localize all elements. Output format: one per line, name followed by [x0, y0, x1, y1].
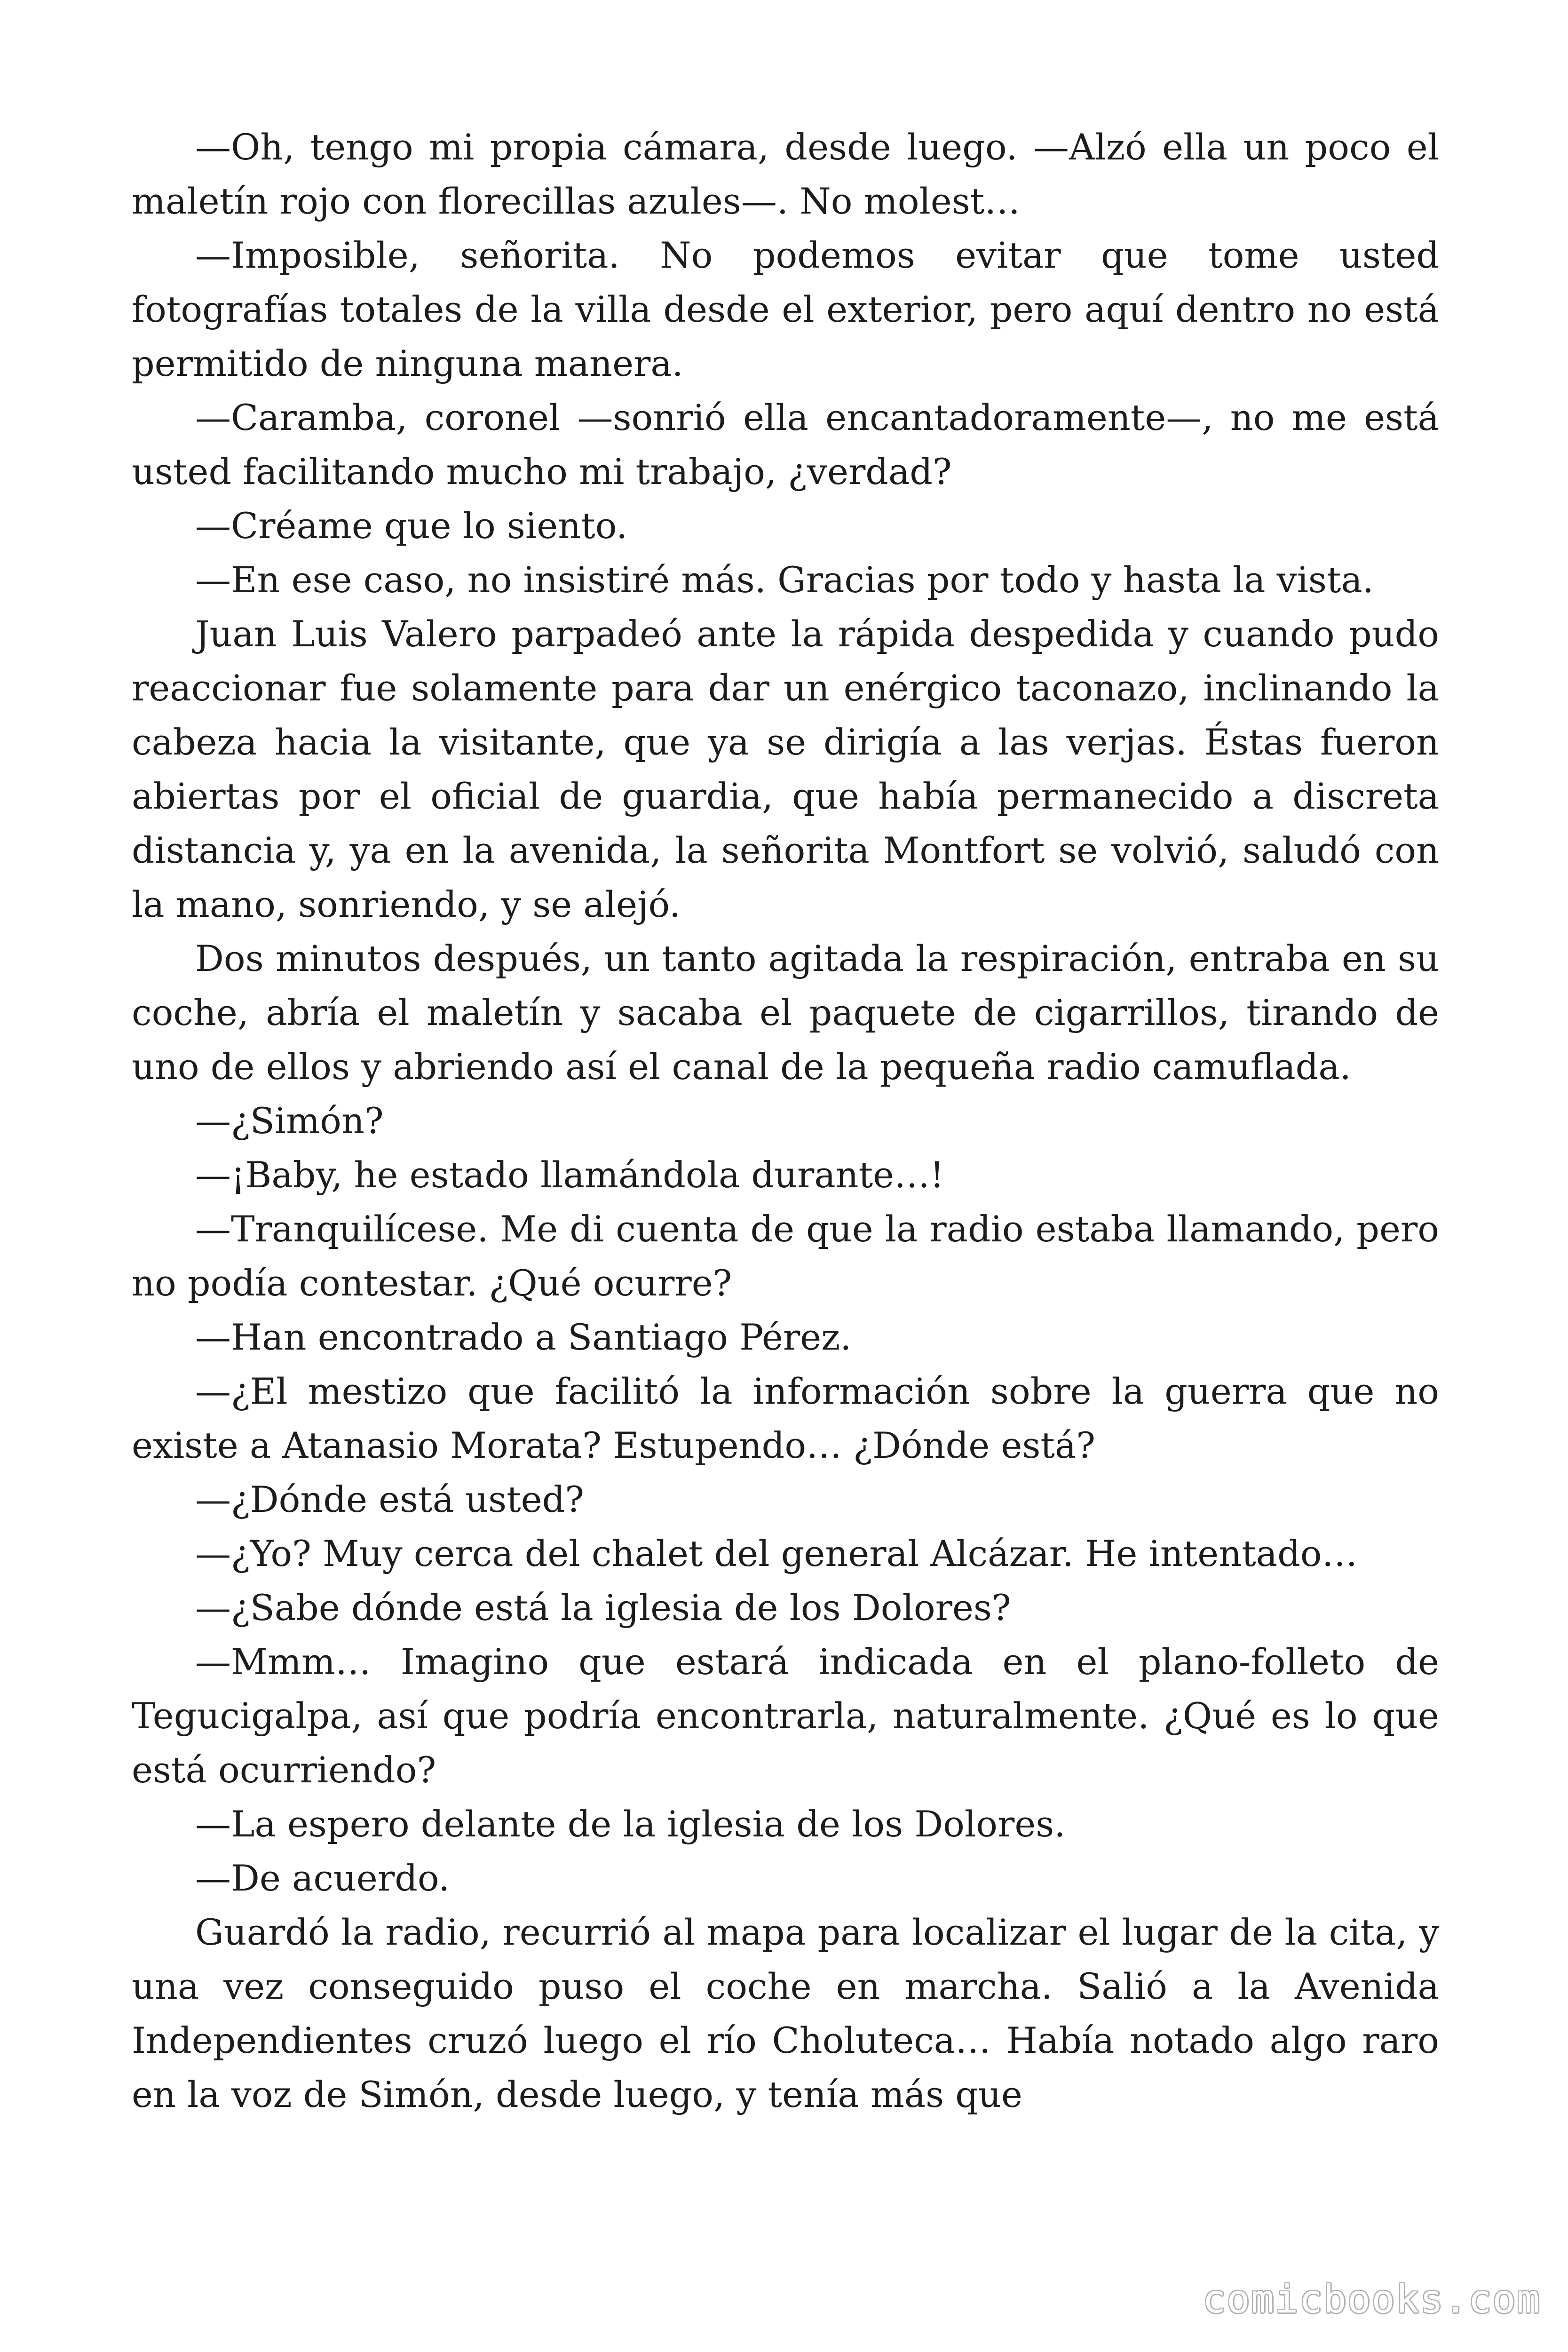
paragraph-19: Guardó la radio, recurrió al mapa para localizar el lugar de la cita, y una vez conseguido puso el coche en marcha. Salió a la Avenida Independientes cruzó luego el río Choluteca… Había notado algo raro en la voz de Simón, desde luego, y tenía más que — [132, 1911, 1439, 2115]
paragraph-10: —Tranquilícese. Me di cuenta de que la radio estaba llamando, pero no podía contestar. ¿Qué ocurre? — [132, 1208, 1439, 1304]
paragraph-14: —¿Yo? Muy cerca del chalet del general Alcázar. He intentado… — [195, 1533, 1358, 1574]
paragraph-18: —De acuerdo. — [195, 1857, 450, 1899]
paragraph-6: Juan Luis Valero parpadeó ante la rápida despedida y cuando pudo reaccionar fue solamente para dar un enérgico taconazo, inclinando la cabeza hacia la visitante, que ya se dirigía a las verjas. Éstas fueron abiertas por el oficial de guardia, que había permanecido a discreta distancia y, ya en la avenida, la señorita Montfort se volvió, saludó con la mano, sonriendo, y se alejó. — [132, 613, 1439, 925]
book-page-text — [132, 120, 1439, 2122]
paragraph-11: —Han encontrado a Santiago Pérez. — [195, 1316, 852, 1358]
paragraph-5: —En ese caso, no insistiré más. Gracias por todo y hasta la vista. — [195, 559, 1374, 601]
watermark: comicbooks.com — [1202, 2277, 1541, 2322]
paragraph-15: —¿Sabe dónde está la iglesia de los Dolores? — [195, 1587, 1011, 1629]
paragraph-1: —Oh, tengo mi propia cámara, desde luego. —Alzó ella un poco el maletín rojo con florecillas azules—. No molest… — [132, 126, 1439, 222]
paragraph-2: —Imposible, señorita. No podemos evitar que tome usted fotografías totales de la villa desde el exterior, pero aquí dentro no está permitido de ninguna manera. — [132, 234, 1439, 384]
paragraph-12: —¿El mestizo que facilitó la información sobre la guerra que no existe a Atanasio Morata? Estupendo… ¿Dónde está? — [132, 1370, 1439, 1466]
paragraph-4: —Créame que lo siento. — [195, 505, 628, 547]
paragraph-17: —La espero delante de la iglesia de los Dolores. — [195, 1803, 1066, 1845]
paragraph-16: —Mmm… Imagino que estará indicada en el plano-folleto de Tegucigalpa, así que podría encontrarla, naturalmente. ¿Qué es lo que está ocurriendo? — [132, 1641, 1439, 1791]
paragraph-7: Dos minutos después, un tanto agitada la respiración, entraba en su coche, abría el maletín y sacaba el paquete de cigarrillos, tirando de uno de ellos y abriendo así el canal de la pequeña radio camuflada. — [132, 938, 1439, 1088]
paragraph-9: —¡Baby, he estado llamándola durante…! — [195, 1154, 944, 1196]
paragraph-8: —¿Simón? — [195, 1100, 384, 1142]
paragraph-3: —Caramba, coronel —sonrió ella encantadoramente—, no me está usted facilitando mucho mi trabajo, ¿verdad? — [132, 397, 1439, 493]
paragraph-13: —¿Dónde está usted? — [195, 1478, 585, 1520]
